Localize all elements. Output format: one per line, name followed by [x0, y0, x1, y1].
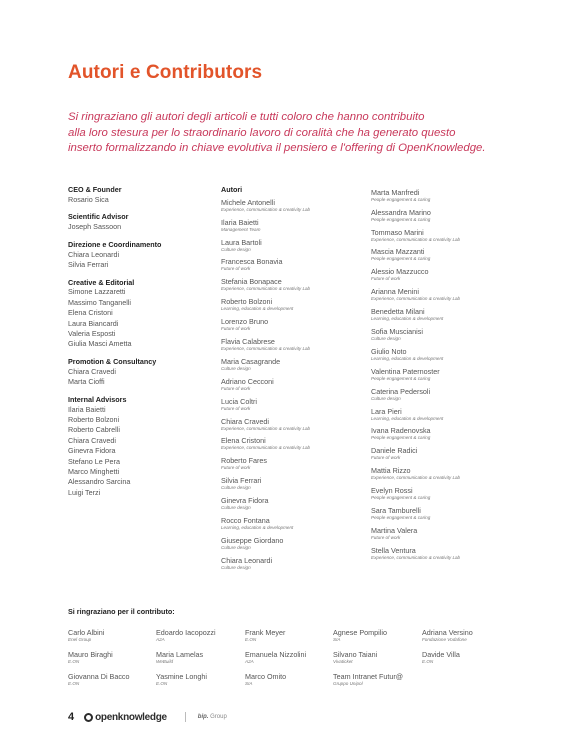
- author-entry: [221, 397, 371, 417]
- author-entry: [371, 407, 521, 427]
- contributor-name: Marco Omito: [245, 672, 287, 681]
- role-group: [68, 278, 208, 350]
- author-entry: [371, 367, 521, 387]
- author-name: Martina Valera: [371, 525, 418, 535]
- contributor-org: E.ON: [68, 659, 80, 664]
- author-entry: [371, 307, 521, 327]
- author-entry: [371, 426, 521, 446]
- author-team: Future of work: [221, 266, 251, 272]
- author-entry: [371, 387, 521, 407]
- author-entry: [371, 228, 521, 248]
- contributor-org: Vivaticket: [333, 659, 353, 664]
- author-team: Experience, communication & creativity Lab: [221, 206, 311, 212]
- role-group-title: Promotion & Consultancy: [68, 357, 157, 366]
- contributor-name: Davide Villa: [422, 650, 460, 659]
- author-team: People engagement & caring: [371, 435, 431, 441]
- author-entry: [371, 347, 521, 367]
- author-name: Adriano Cecconi: [221, 376, 274, 386]
- author-entry: [221, 277, 371, 297]
- author-entry: [221, 218, 371, 238]
- author-team: Future of work: [371, 276, 401, 282]
- author-team: Culture design: [371, 336, 401, 342]
- author-entry: [371, 486, 521, 506]
- author-team: Experience, communication & creativity Lab: [371, 554, 461, 560]
- role-person: Alessandro Sarcina: [68, 477, 131, 487]
- role-group-title: Scientific Advisor: [68, 212, 129, 222]
- author-entry: [371, 247, 521, 267]
- author-team: Management Team: [221, 226, 261, 232]
- role-person: Laura Biancardi: [68, 318, 119, 328]
- contributor-org: WeBuild: [156, 659, 174, 664]
- author-name: Mattia Rizzo: [371, 466, 411, 476]
- author-entry: [371, 267, 521, 287]
- contributor-name: Team Intranet Futur@: [333, 672, 404, 681]
- author-name: Elena Cristoni: [221, 436, 266, 446]
- role-person: Ginevra Fidora: [68, 446, 116, 456]
- role-person: Roberto Bolzoni: [68, 415, 120, 424]
- role-person: Stefano Le Pera: [68, 456, 120, 466]
- role-group-title: Creative & Editorial: [68, 277, 135, 287]
- role-person: Chiara Leonardi: [68, 249, 120, 259]
- author-team: Experience, communication & creativity Lab: [371, 236, 461, 242]
- author-team: Culture design: [221, 246, 251, 252]
- author-team: Future of work: [221, 385, 251, 391]
- role-person: Giulia Masci Ametta: [68, 339, 132, 349]
- author-team: People engagement & caring: [371, 196, 431, 202]
- author-entry: [371, 466, 521, 486]
- author-team: People engagement & caring: [371, 256, 431, 262]
- contributor-org: E.ON: [422, 659, 434, 664]
- bip-group-logo: [198, 714, 227, 720]
- role-group-title: Internal Advisors: [68, 394, 127, 404]
- author-name: Mascia Mazzanti: [371, 247, 425, 257]
- author-name: Stefania Bonapace: [221, 277, 282, 287]
- author-team: Experience, communication & creativity Lab: [371, 296, 461, 302]
- author-team: Learning, education & development: [221, 525, 294, 531]
- author-name: Valentina Paternoster: [371, 366, 440, 376]
- author-entry: [371, 506, 521, 526]
- author-name: Stella Ventura: [371, 545, 416, 555]
- bip-logo-mark: bip.: [197, 714, 209, 720]
- author-team: Experience, communication & creativity Lab: [221, 286, 311, 292]
- author-name: Laura Bartoli: [221, 237, 262, 247]
- author-team: Experience, communication & creativity Lab: [221, 445, 311, 451]
- author-name: Chiara Leonardi: [221, 555, 273, 565]
- author-team: People engagement & caring: [371, 216, 431, 222]
- contributor-name: Frank Meyer: [245, 628, 286, 637]
- author-team: Culture design: [221, 564, 251, 570]
- page-title: Autori e Contributors: [68, 62, 263, 83]
- thanks-title: Si ringraziano per il contributo:: [68, 607, 175, 616]
- author-entry: [371, 526, 521, 546]
- author-team: Learning, education & development: [371, 415, 444, 421]
- role-person: Chiara Cravedi: [68, 435, 116, 445]
- contributor-entry: [333, 672, 422, 691]
- author-entry: [221, 297, 371, 317]
- contributor-org: E.ON: [68, 681, 80, 686]
- contributor-entry: [333, 628, 422, 647]
- author-entry: [221, 417, 371, 437]
- author-entry: [221, 456, 371, 476]
- role-person: Marco Minghetti: [68, 467, 120, 477]
- role-group: [68, 395, 208, 498]
- author-team: Culture design: [221, 505, 251, 511]
- author-name: Alessandra Marino: [371, 207, 431, 217]
- author-team: Culture design: [221, 485, 251, 491]
- author-team: Future of work: [221, 405, 251, 411]
- contributor-entry: [68, 628, 156, 647]
- author-name: Tommaso Marini: [371, 227, 424, 237]
- author-entry: [221, 238, 371, 258]
- intro-line: Si ringraziano gli autori degli articoli e tutti coloro che hanno contribuito: [68, 111, 425, 123]
- author-team: Future of work: [221, 326, 251, 332]
- author-entry: [221, 516, 371, 536]
- authors-title: Autori: [221, 185, 243, 194]
- authors-column-1: [221, 198, 371, 576]
- author-entry: [221, 496, 371, 516]
- author-entry: [221, 357, 371, 377]
- author-name: Sofia Muscianisi: [371, 327, 423, 337]
- contributor-org: E.ON: [245, 637, 257, 642]
- author-entry: [371, 546, 521, 566]
- author-team: Culture design: [221, 544, 251, 550]
- contributor-name: Yasmine Longhi: [156, 672, 208, 681]
- intro-line: alla loro stesura per lo straordinario lavoro di coralità che ha generato questo: [68, 126, 456, 139]
- author-entry: [371, 287, 521, 307]
- contributor-entry: [156, 672, 245, 691]
- contributor-org: SIA: [245, 681, 253, 686]
- author-name: Ilaria Baietti: [221, 217, 259, 227]
- role-person: Ilaria Baietti: [68, 404, 106, 414]
- author-entry: [371, 327, 521, 347]
- author-name: Lara Pieri: [371, 406, 402, 416]
- author-team: Learning, education & development: [221, 306, 294, 312]
- author-team: People engagement & caring: [371, 375, 431, 381]
- author-name: Daniele Radici: [371, 446, 418, 456]
- contributor-entry: [68, 672, 156, 691]
- author-team: People engagement & caring: [371, 495, 431, 501]
- role-group-title: Direzione e Coordinamento: [68, 239, 162, 249]
- role-person: Massimo Tanganelli: [68, 297, 131, 307]
- author-entry: [221, 536, 371, 556]
- author-entry: [221, 337, 371, 357]
- role-group: [68, 212, 208, 232]
- role-person: Elena Cristoni: [68, 308, 113, 318]
- openknowledge-logo-icon: [84, 713, 93, 722]
- author-entry: [221, 556, 371, 576]
- role-person: Luigi Terzi: [68, 487, 101, 497]
- contributor-entry: [245, 628, 333, 647]
- contributor-org: Gruppo Unipol: [333, 681, 363, 686]
- contributors-grid: [68, 628, 528, 691]
- role-person: Roberto Cabrelli: [68, 425, 120, 435]
- author-name: Giulio Noto: [371, 346, 407, 356]
- intro-text: [68, 110, 538, 157]
- role-group-title: CEO & Founder: [68, 185, 122, 194]
- contributor-org: Enel Group: [68, 637, 92, 642]
- contributor-entry: [245, 672, 333, 691]
- role-person: Rosario Sica: [68, 194, 109, 204]
- roles-column: [68, 185, 208, 505]
- contributor-name: Giovanna Di Bacco: [68, 672, 130, 681]
- author-name: Flavia Calabrese: [221, 337, 275, 347]
- role-person: Marta Cioffi: [68, 377, 105, 387]
- author-team: Experience, communication & creativity Lab: [221, 425, 311, 431]
- role-group: [68, 185, 208, 205]
- author-entry: [371, 188, 521, 208]
- author-name: Francesca Bonavia: [221, 257, 283, 267]
- footer-divider: [185, 712, 186, 722]
- author-entry: [221, 377, 371, 397]
- author-name: Alessio Mazzucco: [371, 267, 429, 277]
- author-name: Marta Manfredi: [371, 187, 420, 197]
- contributor-name: Edoardo Iacopozzi: [156, 628, 216, 637]
- author-team: Culture design: [371, 395, 401, 401]
- author-name: Benedetta Milani: [371, 307, 425, 317]
- role-person: Silvia Ferrari: [68, 259, 109, 269]
- contributor-org: A2A: [156, 637, 165, 642]
- author-name: Roberto Bolzoni: [221, 297, 273, 307]
- author-name: Giuseppe Giordano: [221, 535, 284, 545]
- contributor-entry: [156, 628, 245, 647]
- author-entry: [221, 476, 371, 496]
- author-team: People engagement & caring: [371, 515, 431, 521]
- author-team: Future of work: [371, 455, 401, 461]
- author-name: Michele Antonelli: [221, 197, 275, 207]
- page-number: 4: [68, 711, 75, 723]
- contributor-name: Carlo Albini: [68, 628, 105, 637]
- author-team: Experience, communication & creativity Lab: [371, 475, 461, 481]
- role-group: [68, 240, 208, 271]
- openknowledge-logo: openknowledge: [95, 711, 167, 723]
- author-name: Rocco Fontana: [221, 516, 270, 526]
- role-person: Simone Lazzaretti: [68, 287, 126, 297]
- author-name: Ginevra Fidora: [221, 496, 269, 506]
- author-name: Evelyn Rossi: [371, 486, 413, 496]
- author-team: Culture design: [221, 365, 251, 371]
- contributor-name: Emanuela Nizzolini: [245, 650, 307, 659]
- author-entry: [221, 198, 371, 218]
- author-name: Silvia Ferrari: [221, 476, 262, 486]
- author-entry: [221, 436, 371, 456]
- contributor-entry: [422, 628, 510, 647]
- footer: [68, 711, 227, 723]
- contributor-org: Fondazione Vodafone: [422, 637, 467, 642]
- author-team: Learning, education & development: [371, 316, 444, 322]
- author-team: Experience, communication & creativity Lab: [221, 346, 311, 352]
- contributor-org: SIA: [333, 637, 341, 642]
- author-entry: [221, 317, 371, 337]
- contributor-entry: [156, 650, 245, 669]
- role-group: [68, 357, 208, 388]
- intro-line: inserto formalizzando in chiave evolutiva il pensiero e l'offering di OpenKnowledge.: [68, 142, 486, 154]
- author-name: Lorenzo Bruno: [221, 317, 269, 327]
- author-name: Arianna Menini: [371, 287, 419, 297]
- contributor-name: Agnese Pompilio: [333, 628, 387, 637]
- role-person: Chiara Cravedi: [68, 366, 116, 376]
- author-team: Future of work: [221, 465, 251, 471]
- bip-logo-text: Group: [210, 714, 227, 720]
- author-entry: [221, 257, 371, 277]
- author-name: Chiara Cravedi: [221, 416, 269, 426]
- contributor-name: Maria Lamelas: [156, 650, 204, 659]
- author-team: Future of work: [371, 534, 401, 540]
- author-name: Roberto Fares: [221, 456, 267, 466]
- contributor-name: Adriana Versino: [422, 628, 473, 637]
- authors-column-2: [371, 188, 521, 576]
- author-name: Lucia Coltri: [221, 396, 257, 406]
- author-entry: [371, 446, 521, 466]
- contributor-name: Mauro Biraghi: [68, 650, 113, 659]
- contributor-entry: [68, 650, 156, 669]
- author-entry: [371, 208, 521, 228]
- contributor-entry: [333, 650, 422, 669]
- contributor-org: A2A: [245, 659, 254, 664]
- role-person: Valeria Esposti: [68, 329, 116, 338]
- authors-section: [221, 185, 521, 576]
- author-name: Ivana Radenovska: [371, 426, 431, 436]
- author-name: Caterina Pedersoli: [371, 386, 431, 396]
- role-person: Joseph Sassoon: [68, 222, 122, 232]
- author-name: Maria Casagrande: [221, 356, 281, 366]
- author-team: Learning, education & development: [371, 355, 444, 361]
- contributor-name: Silvano Taiani: [333, 650, 378, 659]
- contributor-org: E.ON: [156, 681, 168, 686]
- author-name: Sara Tamburelli: [371, 506, 421, 516]
- contributor-entry: [422, 650, 510, 669]
- contributor-entry: [245, 650, 333, 669]
